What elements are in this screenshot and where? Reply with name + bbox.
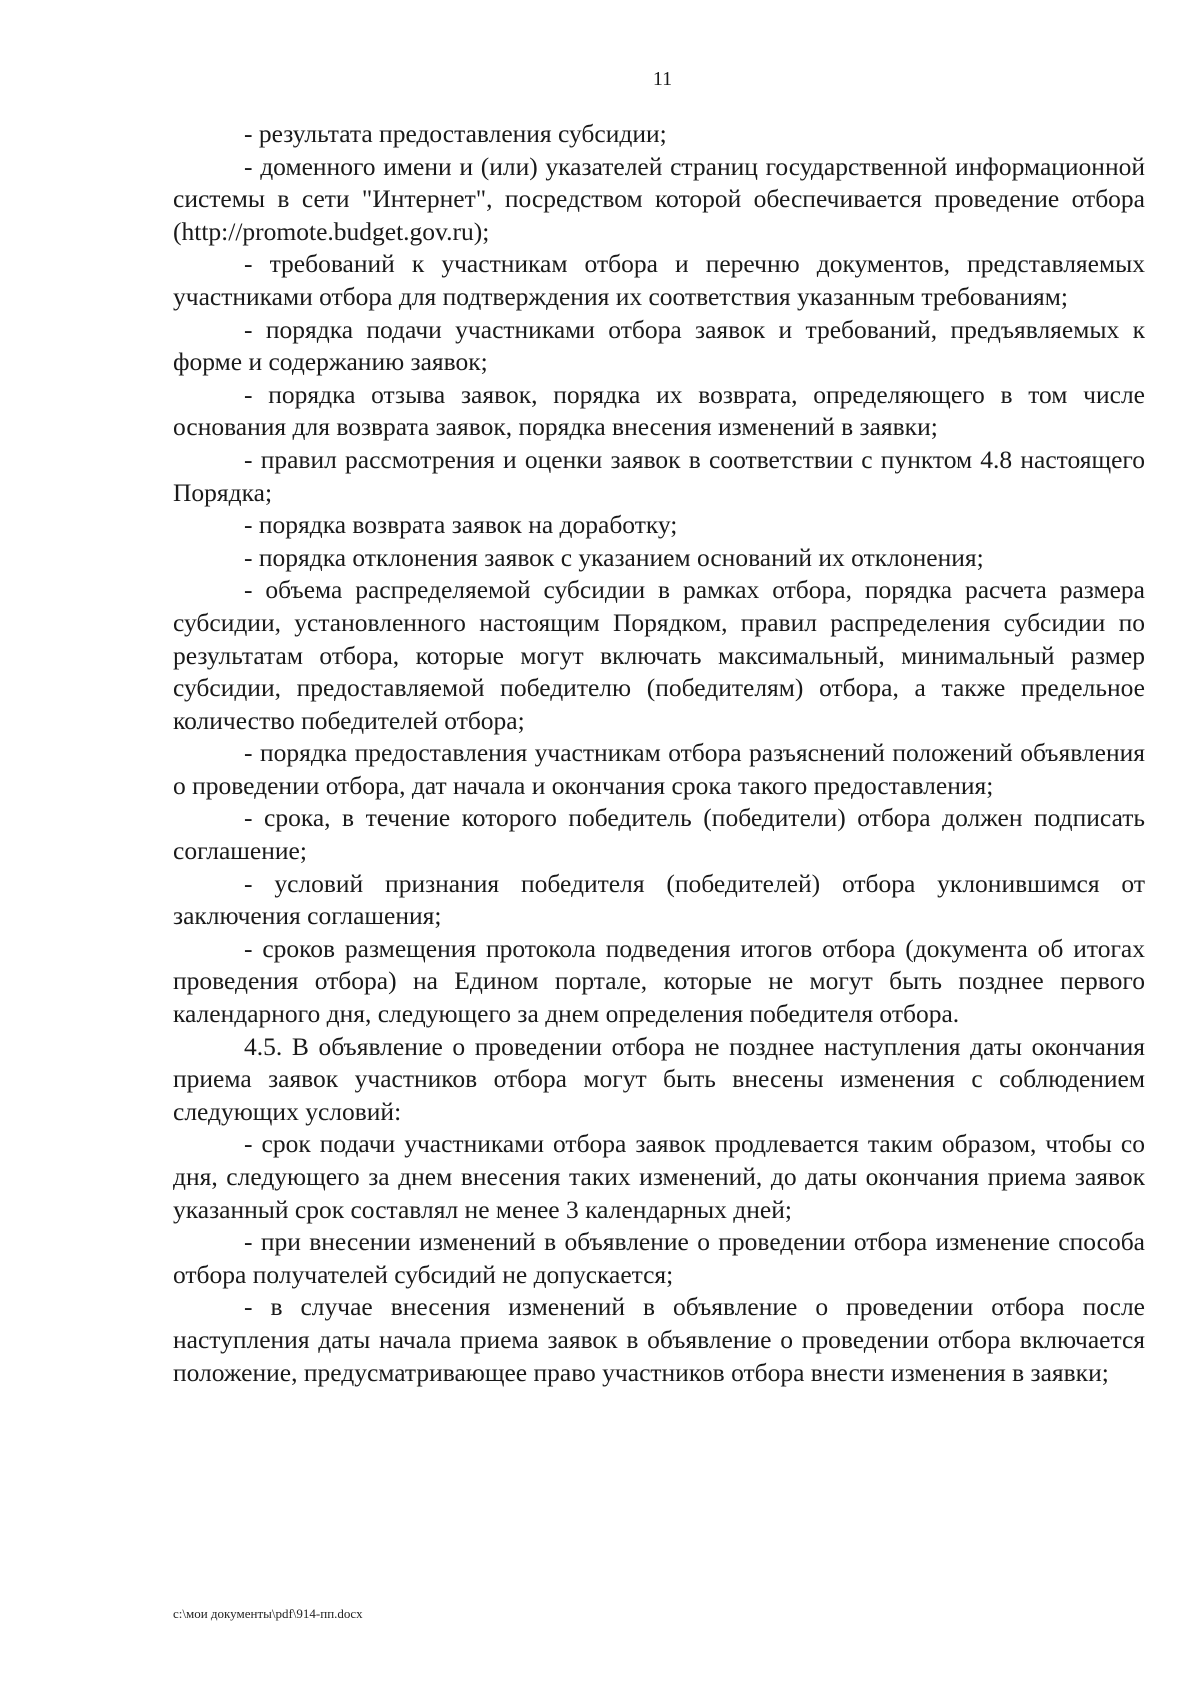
paragraph: - при внесении изменений в объявление о проведении отбора изменение способа отбора получателей субсидий не допускается; [173,1227,1145,1289]
paragraph: - результата предоставления субсидии; [244,119,667,148]
paragraph: - порядка предоставления участникам отбора разъяснений положений объявления о проведении отбора, дат начала и окончания срока такого предоставления; [173,738,1145,800]
paragraph: - правил рассмотрения и оценки заявок в соответствии с пунктом 4.8 настоящего Порядка; [173,444,1145,507]
paragraph: - требований к участникам отбора и перечню документов, представляемых участниками отбора для подтверждения их соответствия указанным требованиям; [173,249,1145,311]
paragraph: - порядка отклонения заявок с указанием оснований их отклонения; [244,542,984,572]
paragraph: - объема распределяемой субсидии в рамках отбора, порядка расчета размера субсидии, установленного настоящим Порядком, правил распределения субсидии по результатам отбора, которые могут включать максимальный, минимальный размер субсидии, предоставляемой победителю (победителям) отбора, а также предельное количество победителей отбора; [173,575,1145,735]
page-number: 11 [652,68,673,90]
paragraph: - порядка отзыва заявок, порядка их возврата, определяющего в том числе основания для возврата заявок, порядка внесения изменений в заявки; [173,379,1145,442]
paragraph: - доменного имени и (или) указателей страниц государственной информационной системы в сети "Интернет", посредством которой обеспечивается проведение отбора (http://promote.budget.gov.ru); [173,151,1145,246]
paragraph: - условий признания победителя (победителей) отбора уклонившимся от заключения соглашения; [173,868,1145,931]
paragraph: - сроков размещения протокола подведения итогов отбора (документа об итогах проведения отбора) на Едином портале, которые не могут быть позднее первого календарного дня, следующего за днем определения победителя отбора. [173,933,1145,1029]
file-path-footer: c:\мои документы\pdf\914-пп.docx [173,1606,363,1621]
paragraph: 4.5. В объявление о проведении отбора не позднее наступления даты окончания приема заявок участников отбора могут быть внесены изменения с соблюдением следующих условий: [173,1031,1145,1126]
paragraph: - срок подачи участниками отбора заявок продлевается таким образом, чтобы со дня, следующего за днем внесения таких изменений, до даты окончания приема заявок указанный срок составлял не менее 3 календарных дней; [173,1129,1145,1224]
document-body [173,118,1145,1389]
paragraph: - порядка возврата заявок на доработку; [244,510,678,540]
paragraph: - срока, в течение которого победитель (победители) отбора должен подписать соглашение; [173,803,1145,866]
paragraph: - порядка подачи участниками отбора заявок и требований, предъявляемых к форме и содержанию заявок; [173,314,1145,377]
paragraph: - в случае внесения изменений в объявление о проведении отбора после наступления даты начала приема заявок в объявление о проведении отбора включается положение, предусматривающее право участников отбора внести изменения в заявки; [173,1292,1145,1387]
